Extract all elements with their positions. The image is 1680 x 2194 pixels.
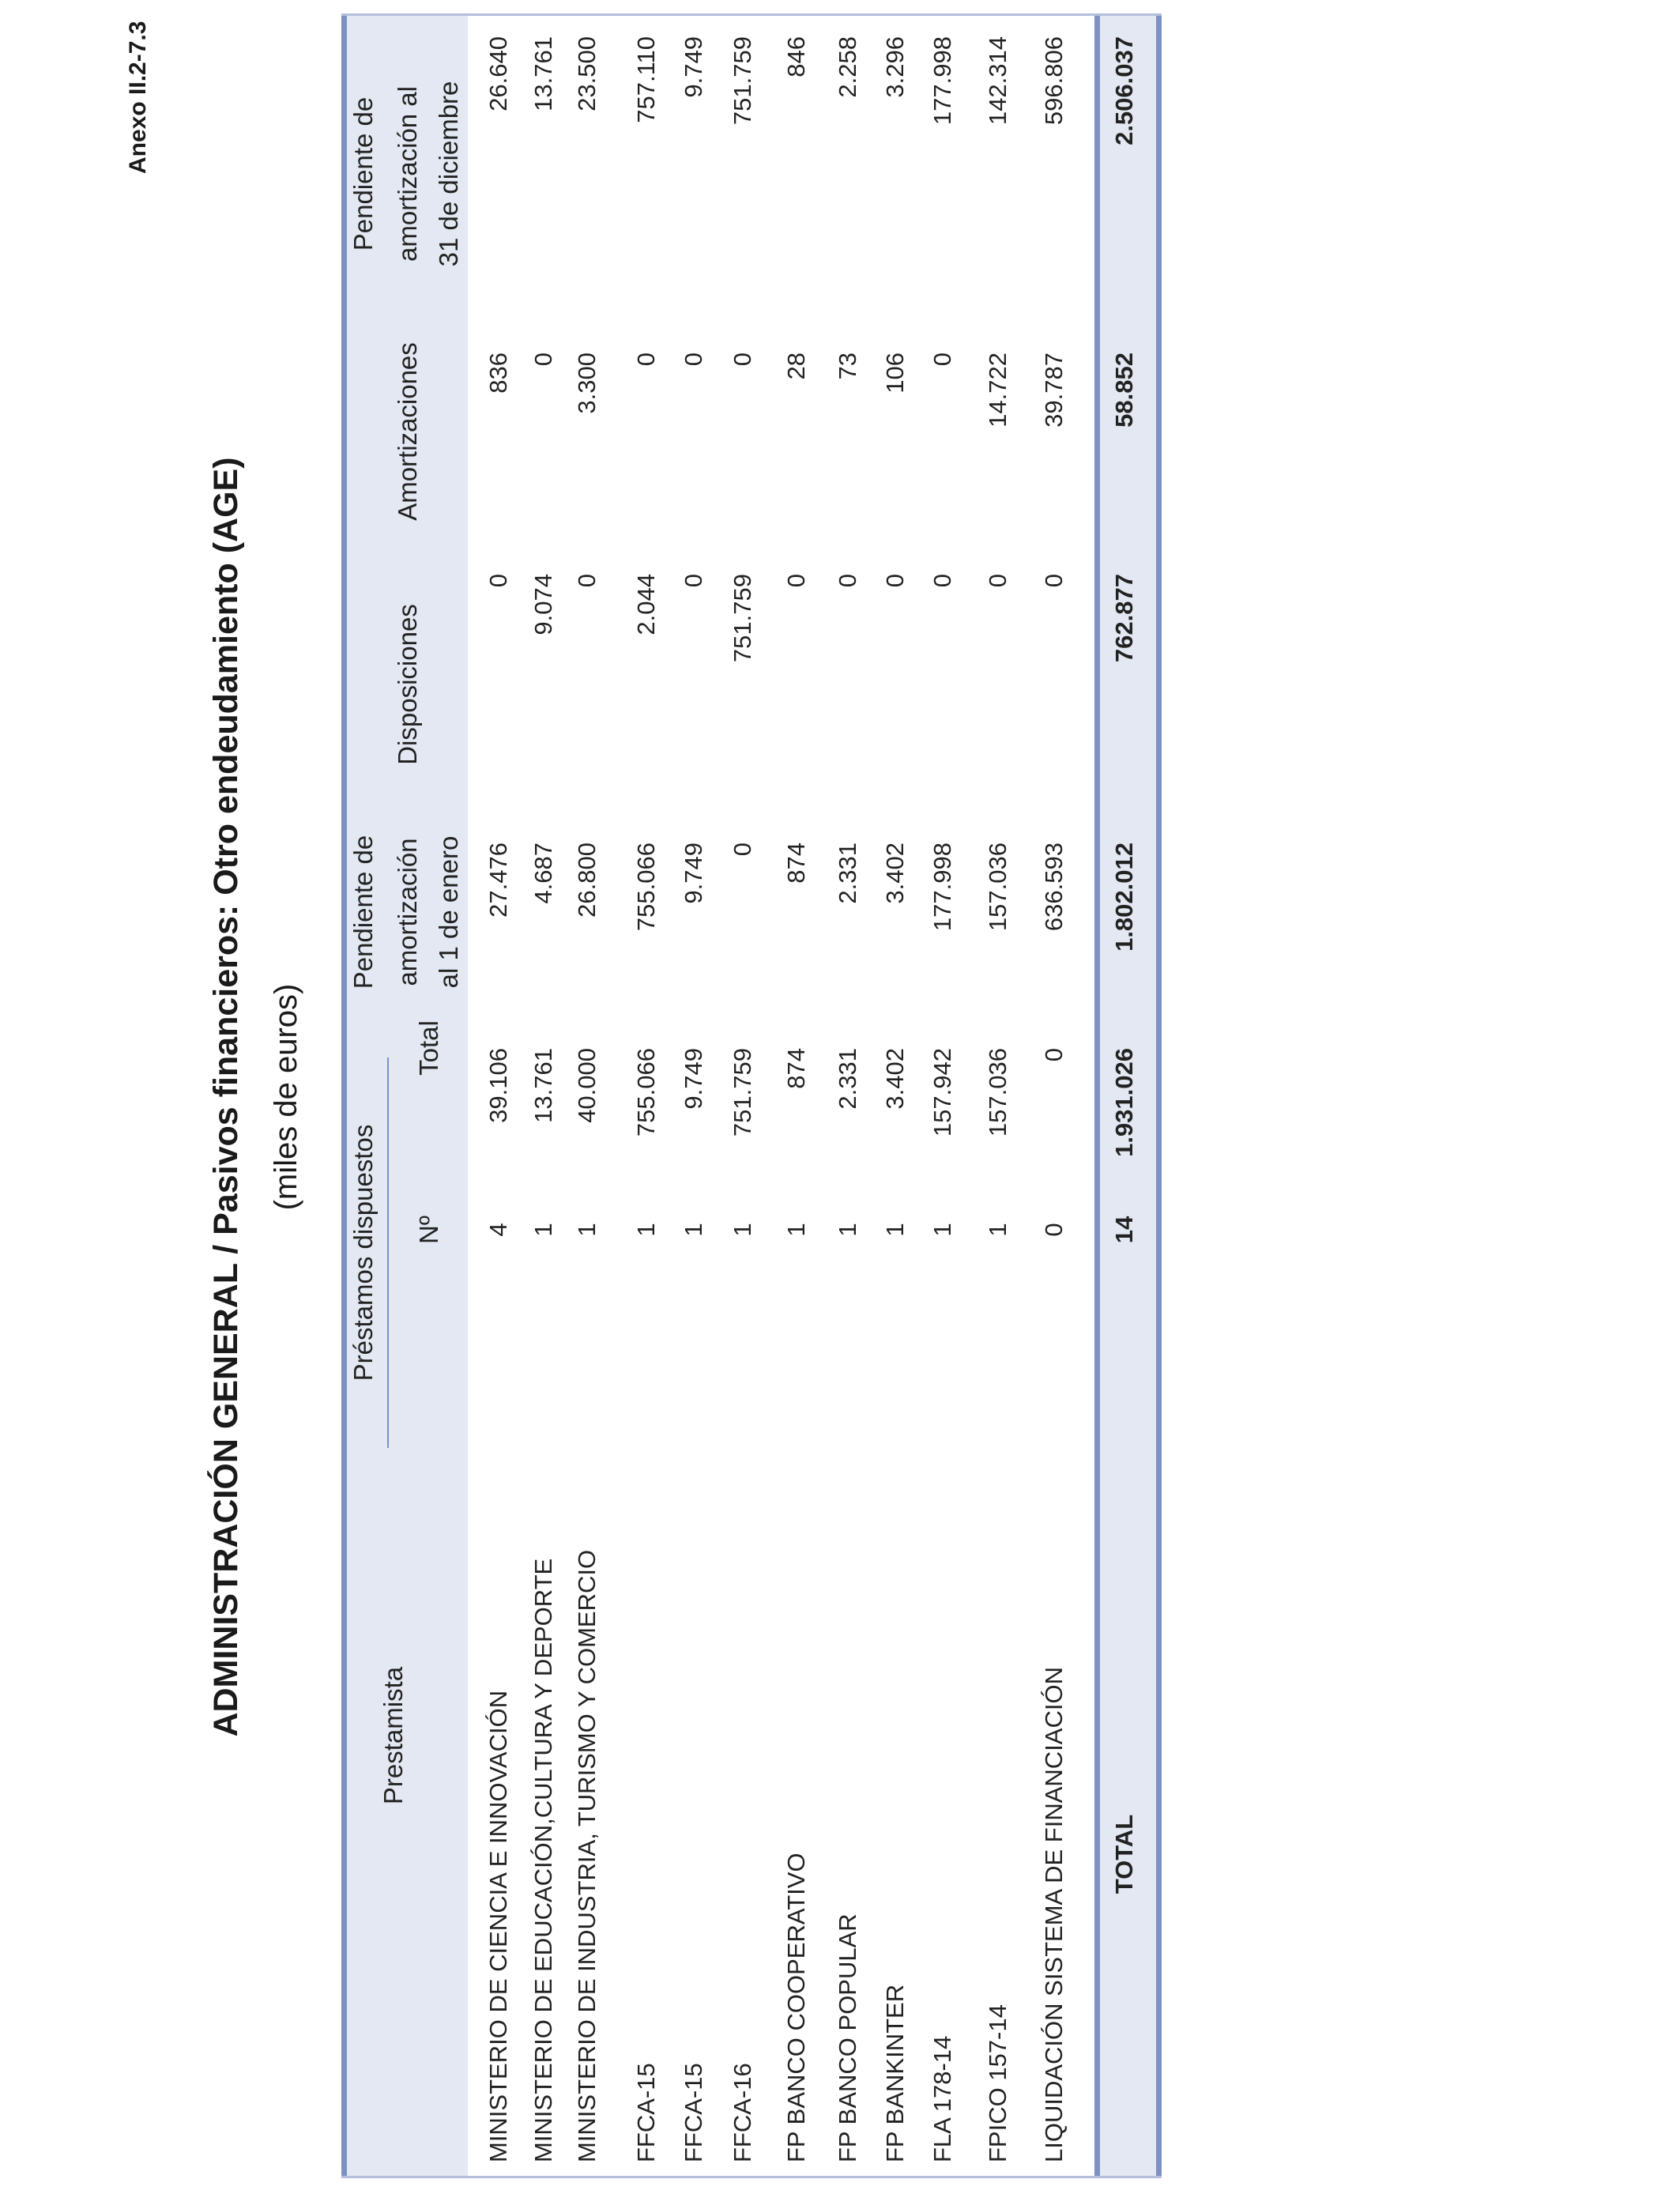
total-amortizaciones: 58.852 xyxy=(1110,352,1138,428)
row-total: 40.000 xyxy=(573,1048,601,1123)
row-n: 1 xyxy=(881,1223,909,1237)
row-n: 1 xyxy=(573,1223,601,1237)
row-total: 874 xyxy=(782,1048,810,1089)
row-prestamista: FFCA-15 xyxy=(632,2063,660,2162)
row-pendiente-ini: 26.800 xyxy=(573,843,601,918)
row-pendiente-fin: 757.110 xyxy=(632,36,660,123)
row-pendiente-fin: 596.806 xyxy=(1040,36,1068,126)
page-subtitle: (miles de euros) xyxy=(269,983,303,1211)
row-disposiciones: 0 xyxy=(680,574,707,588)
row-disposiciones: 0 xyxy=(984,574,1011,588)
row-prestamista: FPICO 157-14 xyxy=(984,2004,1011,2162)
row-disposiciones: 0 xyxy=(573,574,601,588)
row-pendiente-ini: 0 xyxy=(729,843,756,857)
total-total: 1.931.026 xyxy=(1110,1048,1138,1157)
row-n: 1 xyxy=(782,1223,810,1237)
row-amortizaciones: 3.300 xyxy=(573,352,601,414)
row-pendiente-ini: 4.687 xyxy=(529,843,557,904)
row-amortizaciones: 0 xyxy=(680,352,707,367)
row-n: 1 xyxy=(729,1223,756,1237)
row-n: 1 xyxy=(632,1223,660,1237)
row-disposiciones: 0 xyxy=(929,574,956,588)
row-total: 755.066 xyxy=(632,1048,660,1137)
row-amortizaciones: 836 xyxy=(484,352,512,394)
header-pendiente-ini-2: amortización xyxy=(393,838,422,986)
row-total: 2.331 xyxy=(834,1048,861,1110)
header-pendiente-fin-2: amortización al xyxy=(393,86,422,262)
row-pendiente-fin: 9.749 xyxy=(680,36,707,98)
row-pendiente-ini: 755.066 xyxy=(632,843,660,932)
row-pendiente-ini: 27.476 xyxy=(484,843,512,918)
row-prestamista: FFCA-16 xyxy=(729,2063,756,2162)
row-pendiente-fin: 751.759 xyxy=(729,36,756,126)
row-pendiente-fin: 26.640 xyxy=(484,36,512,111)
row-pendiente-fin: 23.500 xyxy=(573,36,601,111)
row-disposiciones: 751.759 xyxy=(729,574,756,663)
header-total: Total xyxy=(414,1020,443,1076)
header-prestamista: Prestamista xyxy=(379,1666,408,1805)
row-disposiciones: 2.044 xyxy=(632,574,660,635)
row-n: 1 xyxy=(680,1223,707,1237)
row-disposiciones: 9.074 xyxy=(529,574,557,635)
total-label: TOTAL xyxy=(1110,1814,1138,1894)
row-total: 157.036 xyxy=(984,1048,1011,1137)
header-pendiente-fin-1: Pendiente de xyxy=(348,96,378,251)
row-disposiciones: 0 xyxy=(1040,574,1068,588)
header-group-rule xyxy=(387,1057,389,1448)
row-pendiente-fin: 2.258 xyxy=(834,36,861,98)
row-prestamista: LIQUIDACIÓN SISTEMA DE FINANCIACIÓN xyxy=(1040,1667,1068,2162)
row-disposiciones: 0 xyxy=(881,574,909,588)
header-pendiente-ini-3: al 1 de enero xyxy=(434,835,463,989)
row-n: 0 xyxy=(1040,1223,1068,1237)
row-n: 1 xyxy=(984,1223,1011,1237)
header-amortizaciones: Amortizaciones xyxy=(393,342,422,521)
total-pendiente-ini: 1.802.012 xyxy=(1110,843,1138,952)
row-pendiente-ini: 3.402 xyxy=(881,843,909,904)
row-disposiciones: 0 xyxy=(834,574,861,588)
row-n: 4 xyxy=(484,1223,512,1237)
header-n: Nº xyxy=(414,1216,443,1244)
header-prestamos-group: Préstamos dispuestos xyxy=(348,1124,378,1382)
header-disposiciones: Disposiciones xyxy=(393,604,422,765)
row-n: 1 xyxy=(529,1223,557,1237)
row-total: 39.106 xyxy=(484,1048,512,1123)
row-prestamista: MINISTERIO DE EDUCACIÓN,CULTURA Y DEPORTE xyxy=(529,1558,557,2162)
row-disposiciones: 0 xyxy=(782,574,810,588)
row-amortizaciones: 28 xyxy=(782,352,810,380)
row-pendiente-ini: 177.998 xyxy=(929,843,956,932)
row-prestamista: MINISTERIO DE CIENCIA E INNOVACIÓN xyxy=(484,1690,512,2162)
row-total: 751.759 xyxy=(729,1048,756,1137)
row-n: 1 xyxy=(834,1223,861,1237)
row-total: 157.942 xyxy=(929,1048,956,1137)
row-prestamista: FFCA-15 xyxy=(680,2063,707,2162)
row-prestamista: FP BANCO POPULAR xyxy=(834,1913,861,2162)
row-amortizaciones: 0 xyxy=(632,352,660,367)
annex-label: Anexo II.2-7.3 xyxy=(125,21,151,174)
row-pendiente-fin: 142.314 xyxy=(984,36,1011,126)
row-pendiente-fin: 177.998 xyxy=(929,36,956,126)
total-disposiciones: 762.877 xyxy=(1110,574,1138,663)
row-pendiente-ini: 2.331 xyxy=(834,843,861,904)
header-pendiente-ini-1: Pendiente de xyxy=(348,835,378,990)
row-pendiente-ini: 636.593 xyxy=(1040,843,1068,932)
row-prestamista: FP BANCO COOPERATIVO xyxy=(782,1853,810,2162)
row-prestamista: FLA 178-14 xyxy=(929,2035,956,2162)
row-prestamista: FP BANKINTER xyxy=(881,1984,909,2162)
row-total: 13.761 xyxy=(529,1048,557,1123)
row-n: 1 xyxy=(929,1223,956,1237)
row-pendiente-fin: 3.296 xyxy=(881,36,909,98)
row-amortizaciones: 39.787 xyxy=(1040,352,1068,428)
table-right-border xyxy=(341,13,1162,16)
row-amortizaciones: 0 xyxy=(729,352,756,367)
row-pendiente-ini: 9.749 xyxy=(680,843,707,904)
row-total: 3.402 xyxy=(881,1048,909,1110)
total-n: 14 xyxy=(1110,1216,1138,1244)
row-pendiente-fin: 13.761 xyxy=(529,36,557,111)
row-pendiente-ini: 874 xyxy=(782,843,810,884)
row-amortizaciones: 106 xyxy=(881,352,909,394)
row-pendiente-ini: 157.036 xyxy=(984,843,1011,932)
page-title: ADMINISTRACIÓN GENERAL / Pasivos financieros: Otro endeudamiento (AGE) xyxy=(207,457,245,1737)
total-pendiente-fin: 2.506.037 xyxy=(1110,36,1138,145)
row-pendiente-fin: 846 xyxy=(782,36,810,77)
header-pendiente-fin-3: 31 de diciembre xyxy=(434,81,463,267)
row-prestamista: MINISTERIO DE INDUSTRIA, TURISMO Y COMERCIO xyxy=(573,1549,601,2162)
row-disposiciones: 0 xyxy=(484,574,512,588)
row-total: 9.749 xyxy=(680,1048,707,1110)
row-amortizaciones: 0 xyxy=(529,352,557,367)
row-amortizaciones: 0 xyxy=(929,352,956,367)
row-amortizaciones: 73 xyxy=(834,352,861,380)
row-amortizaciones: 14.722 xyxy=(984,352,1011,428)
table-left-border xyxy=(341,2176,1162,2178)
row-total: 0 xyxy=(1040,1048,1068,1062)
